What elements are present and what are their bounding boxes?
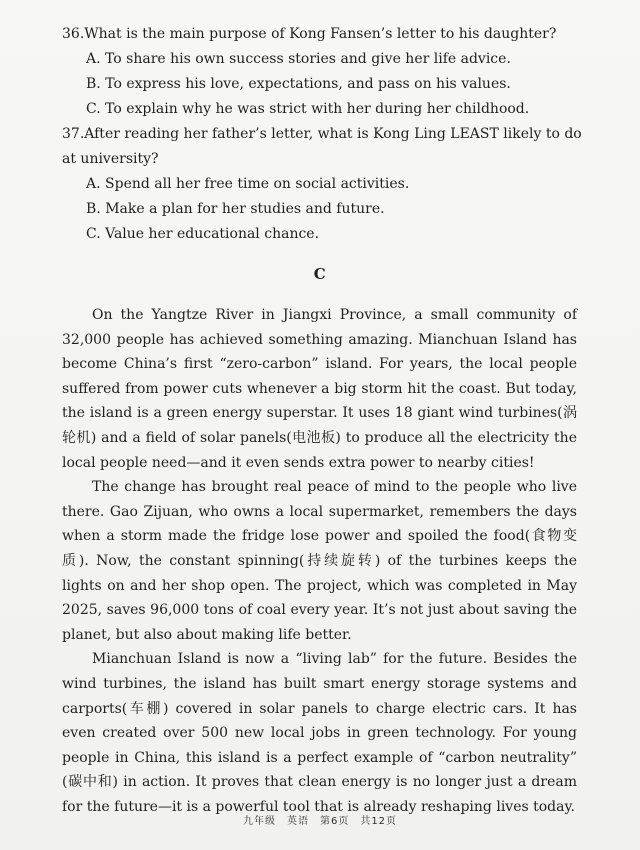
question-37-text: After reading her father’s letter, what is Kong Ling LEAST likely to do at university?: [62, 126, 582, 167]
question-37-option-a: A. Spend all her free time on social activities.: [86, 176, 410, 192]
section-heading: C: [313, 265, 327, 283]
question-36-title: [62, 22, 582, 47]
passage-paragraph-3: Mianchuan Island is now a “living lab” for the future. Besides the wind turbines, the island has built smart energy storage systems and carports(车棚) covered in solar panels to charge electric cars. It has even created over 500 new local jobs in green technology. For young people in China, this island is a perfect example of “carbon neutrality” (碳中和) in action. It proves that clean energy is no longer just a dream for the future—it is a powerful tool that is already reshaping lives today.: [62, 651, 577, 815]
question-37-number: 37.: [62, 126, 85, 142]
reading-passage: [62, 303, 577, 819]
question-37-title: [62, 122, 582, 172]
question-37-option-b: B. Make a plan for her studies and future.: [86, 201, 385, 217]
question-36-text: What is the main purpose of Kong Fansen’s letter to his daughter?: [84, 26, 557, 42]
passage-paragraph-1: On the Yangtze River in Jiangxi Province, a small community of 32,000 people has achieved something amazing. Mianchuan Island has become China’s first “zero-carbon” island. For years, the local people suffered from power cuts whenever a big storm hit the coast. But today, the island is a green energy superstar. It uses 18 giant wind turbines(涡轮机) and a field of solar panels(电池板) to produce all the electricity the local people need—and it even sends extra power to nearby cities!: [62, 307, 577, 471]
question-37-option-c: C. Value her educational chance.: [86, 226, 320, 242]
question-36-option-c: C. To explain why he was strict with her during her childhood.: [86, 101, 530, 117]
question-36-option-a: A. To share his own success stories and give her life advice.: [86, 51, 511, 67]
question-36: [62, 22, 582, 122]
page-footer: 九年级 英语 第6页 共12页: [242, 816, 398, 827]
question-37: [62, 122, 582, 247]
question-36-option-b: B. To express his love, expectations, and pass on his values.: [86, 76, 511, 92]
passage-paragraph-2: The change has brought real peace of mind to the people who live there. Gao Zijuan, who owns a local supermarket, remembers the days when a storm made the fridge lose power and spoiled the food(食物变质). Now, the constant spinning(持续旋转) of the turbines keeps the lights on and her shop open. The project, which was completed in May 2025, saves 96,000 tons of coal every year. It’s not just about saving the planet, but also about making life better.: [62, 479, 577, 643]
question-36-number: 36.: [62, 26, 85, 42]
